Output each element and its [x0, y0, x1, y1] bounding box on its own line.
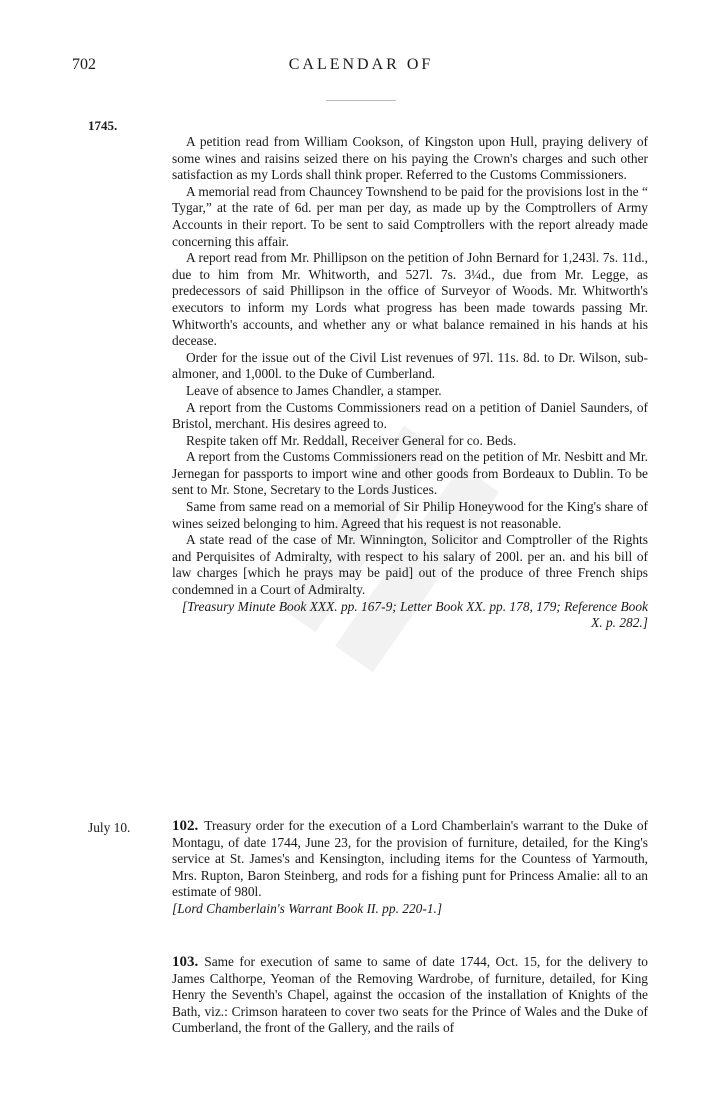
paragraph: Leave of absence to James Chandler, a stamper.	[186, 382, 442, 398]
source-reference: [Lord Chamberlain's Warrant Book II. pp. 220-1.]	[172, 900, 443, 916]
paragraph: A petition read from William Cookson, of Kingston upon Hull, praying delivery of some wines and raisins seized there on his paying the Crown's charges and such other satisfaction as my Lords shall think proper. Referred to the Customs Commissioners.	[172, 134, 648, 183]
paragraph: A memorial read from Chauncey Townshend to be paid for the provisions lost in the “ Tygar,” at the rate of 6d. per man per day, as made up by the Comptrollers of Army Accounts in their report. To be sent to said Comptrollers with the report already made concerning this affair.	[172, 183, 648, 249]
source-reference: [Treasury Minute Book XXX. pp. 167-9; Letter Book XX. pp. 178, 179; Reference Book X. p. 282.]	[181, 598, 648, 631]
paragraph: A state read of the case of Mr. Winnington, Solicitor and Comptroller of the Rights and Perquisites of Admiralty, with respect to his salary of 200l. per an. and his bill of law charges [which he prays may be paid] out of the produce of three French ships condemned in a Court of Admiralty.	[172, 532, 648, 598]
page-number: 702	[72, 56, 96, 73]
paragraph: A report read from Mr. Phillipson on the petition of John Bernard for 1,243l. 7s. 11d., due to him from Mr. Whitworth, and 527l. 7s. 3¼d., due from Mr. Legge, as predecessors of said Phillipson in the office of Surveyor of Woods. Mr. Whitworth's executors to inform my Lords what progress has been made towards passing Mr. Whitworth's accounts, and whether any or what balance remained in his hands at his decease.	[172, 250, 648, 349]
entry-body	[172, 134, 648, 632]
paragraph: A report from the Customs Commissioners read on a petition of Daniel Saunders, of Bristol, merchant. His desires agreed to.	[172, 399, 648, 432]
header-rule	[326, 100, 396, 101]
entry-number: 102.	[172, 818, 199, 834]
entry-text: Same for execution of same to same of date 1744, Oct. 15, for the delivery to James Calthorpe, Yeoman of the Removing Wardrobe, of furniture, detailed, for King Henry the Seventh's Chapel, against the occasion of the installation of Knights of the Bath, viz.: Crimson harateen to cover two seats for the Prince of Wales and the Duke of Cumberland, the front of the Gallery, and the rails of	[172, 954, 648, 1036]
paragraph: Respite taken off Mr. Reddall, Receiver General for co. Beds.	[186, 432, 517, 448]
margin-year: 1745.	[88, 118, 118, 133]
paragraph: A report from the Customs Commissioners read on the petition of Mr. Nesbitt and Mr. Jernegan for passports to import wine and other goods from Bordeaux to Dublin. To be sent to Mr. Stone, Secretary to the Lords Justices.	[172, 449, 648, 498]
entry-number: 103.	[172, 954, 199, 970]
paragraph: Same from same read on a memorial of Sir Philip Honeywood for the King's share of wines seized belonging to him. Agreed that his request is not reasonable.	[172, 499, 648, 531]
running-title: CALENDAR OF	[288, 56, 434, 73]
entry-102	[172, 818, 648, 918]
entry-date: July 10.	[88, 820, 131, 835]
paragraph: Order for the issue out of the Civil List revenues of 97l. 11s. 8d. to Dr. Wilson, sub-almoner, and 1,000l. to the Duke of Cumberland.	[172, 349, 648, 382]
entry-text: Treasury order for the execution of a Lord Chamberlain's warrant to the Duke of Montagu, of date 1744, June 23, for the provision of furniture, detailed, for the King's service at St. James's and Kensington, including items for the Countess of Yarmouth, Mrs. Rupton, Baron Steinberg, and rods for a fishing punt for Princess Amalie: all to an estimate of 980l.	[172, 818, 648, 900]
entry-103	[172, 954, 648, 1037]
